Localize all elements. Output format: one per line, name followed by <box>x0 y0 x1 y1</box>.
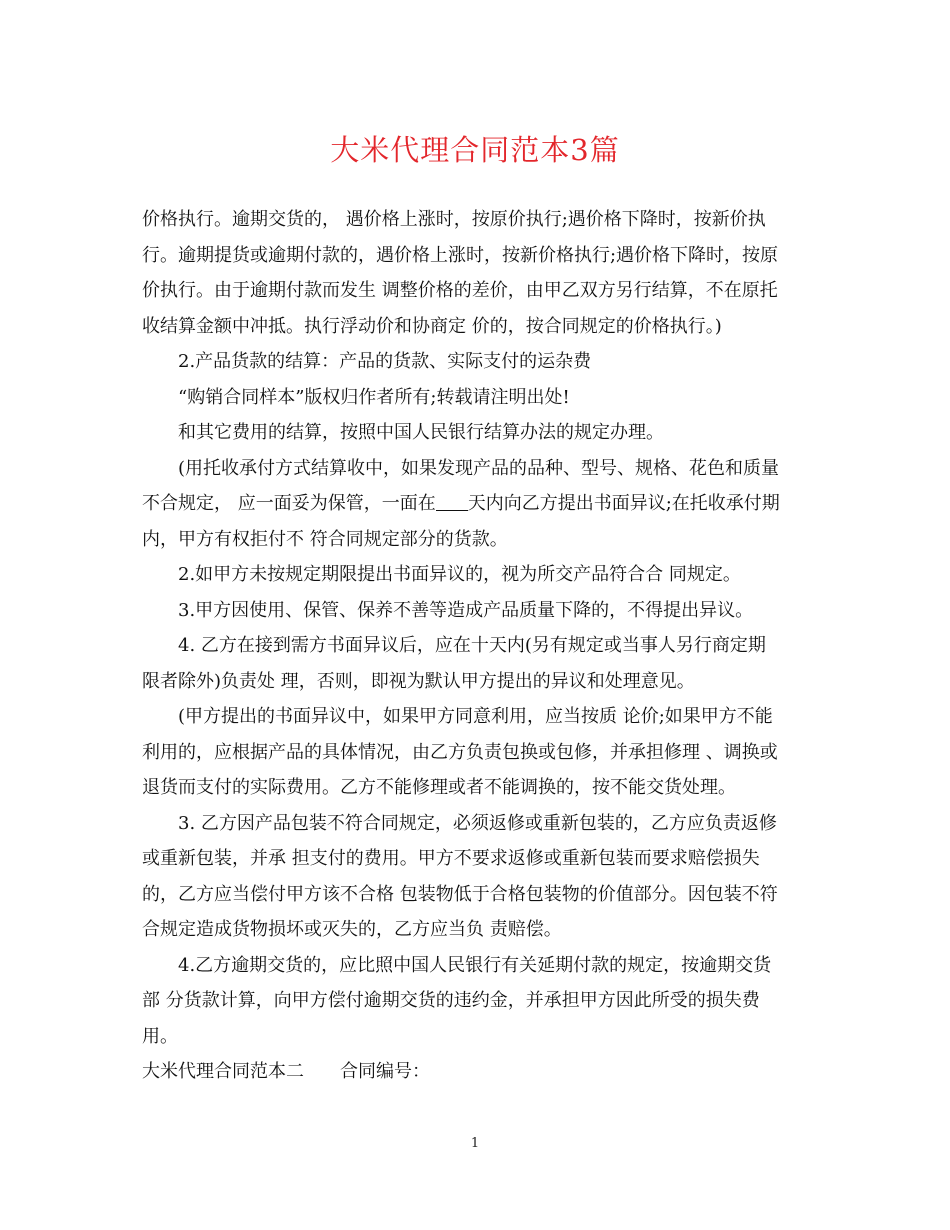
text-line: 的，乙方应当偿付甲方该不合格 包装物低于合格包装物的价值部分。因包装不符 <box>142 883 778 905</box>
text-segment: 不合规定， 应一面妥为保管，一面在 <box>142 493 436 514</box>
text-line: 或重新包装，并承 担支付的费用。甲方不要求返修或重新包装而要求赔偿损失 <box>142 848 760 869</box>
contract-number-label: 合同编号： <box>340 1061 430 1082</box>
text-line: 价执行。由于逾期付款而发生 调整价格的差价，由甲乙双方另行结算，不在原托 <box>142 280 778 301</box>
text-line-with-blank <box>142 486 814 522</box>
text-line: 2.如甲方未按规定期限提出书面异议的，视为所交产品符合合 同规定。 <box>178 564 741 585</box>
text-line: 行。逾期提货或逾期付款的，遇价格上涨时，按新价格执行;遇价格下降时，按原 <box>142 244 779 266</box>
text-line: “购销合同样本”版权归作者所有;转载请注明出处! <box>178 386 570 408</box>
text-line: 3.甲方因使用、保管、保养不善等造成产品质量下降的，不得提出异议。 <box>178 599 754 621</box>
page-number: 1 <box>470 1136 480 1151</box>
text-line: (用托收承付方式结算收中，如果发现产品的品种、型号、规格、花色和质量 <box>178 457 780 479</box>
text-line: 利用的，应根据产品的具体情况，由乙方负责包换或包修，并承担修理 、调换或 <box>142 741 778 763</box>
section-heading-line <box>142 1054 814 1090</box>
text-line: 合规定造成货物损坏或灭失的，乙方应当负 责赔偿。 <box>142 919 562 940</box>
text-line: 价格执行。逾期交货的， 遇价格上涨时，按原价执行;遇价格下降时，按新价执 <box>142 209 766 230</box>
text-line: 内，甲方有权拒付不 符合同规定部分的货款。 <box>142 528 508 550</box>
text-line: 4. 乙方在接到需方书面异议后，应在十天内(另有规定或当事人另行商定期 <box>178 635 766 656</box>
text-line: 4.乙方逾期交货的，应比照中国人民银行有关延期付款的规定，按逾期交货 <box>178 954 772 976</box>
text-line: 限者除外)负责处 理，否则，即视为默认甲方提出的异议和处理意见。 <box>142 670 695 692</box>
text-line: 退货而支付的实际费用。乙方不能修理或者不能调换的，按不能交货处理。 <box>142 777 736 798</box>
section-heading: 大米代理合同范本二 <box>142 1061 304 1082</box>
fill-in-blank <box>436 492 468 511</box>
text-line: 部 分货款计算，向甲方偿付逾期交货的违约金，并承担甲方因此所受的损失费 <box>142 990 760 1011</box>
text-line: 2.产品货款的结算：产品的货款、实际支付的运杂费 <box>178 351 592 372</box>
text-segment: 天内向乙方提出书面异议;在托收承付期 <box>467 493 780 514</box>
text-line: (甲方提出的书面异议中，如果甲方同意利用，应当按质 论价;如果甲方不能 <box>178 706 773 727</box>
document-body <box>142 202 814 1090</box>
text-line: 用。 <box>142 1025 178 1047</box>
text-line: 收结算金额中冲抵。执行浮动价和协商定 价的，按合同规定的价格执行。) <box>142 315 722 337</box>
text-line: 和其它费用的结算，按照中国人民银行结算办法的规定办理。 <box>178 422 664 443</box>
text-line: 3. 乙方因产品包装不符合同规定，必须返修或重新包装的，乙方应负责返修 <box>178 812 777 834</box>
document-title: 大米代理合同范本3篇 <box>330 133 620 167</box>
